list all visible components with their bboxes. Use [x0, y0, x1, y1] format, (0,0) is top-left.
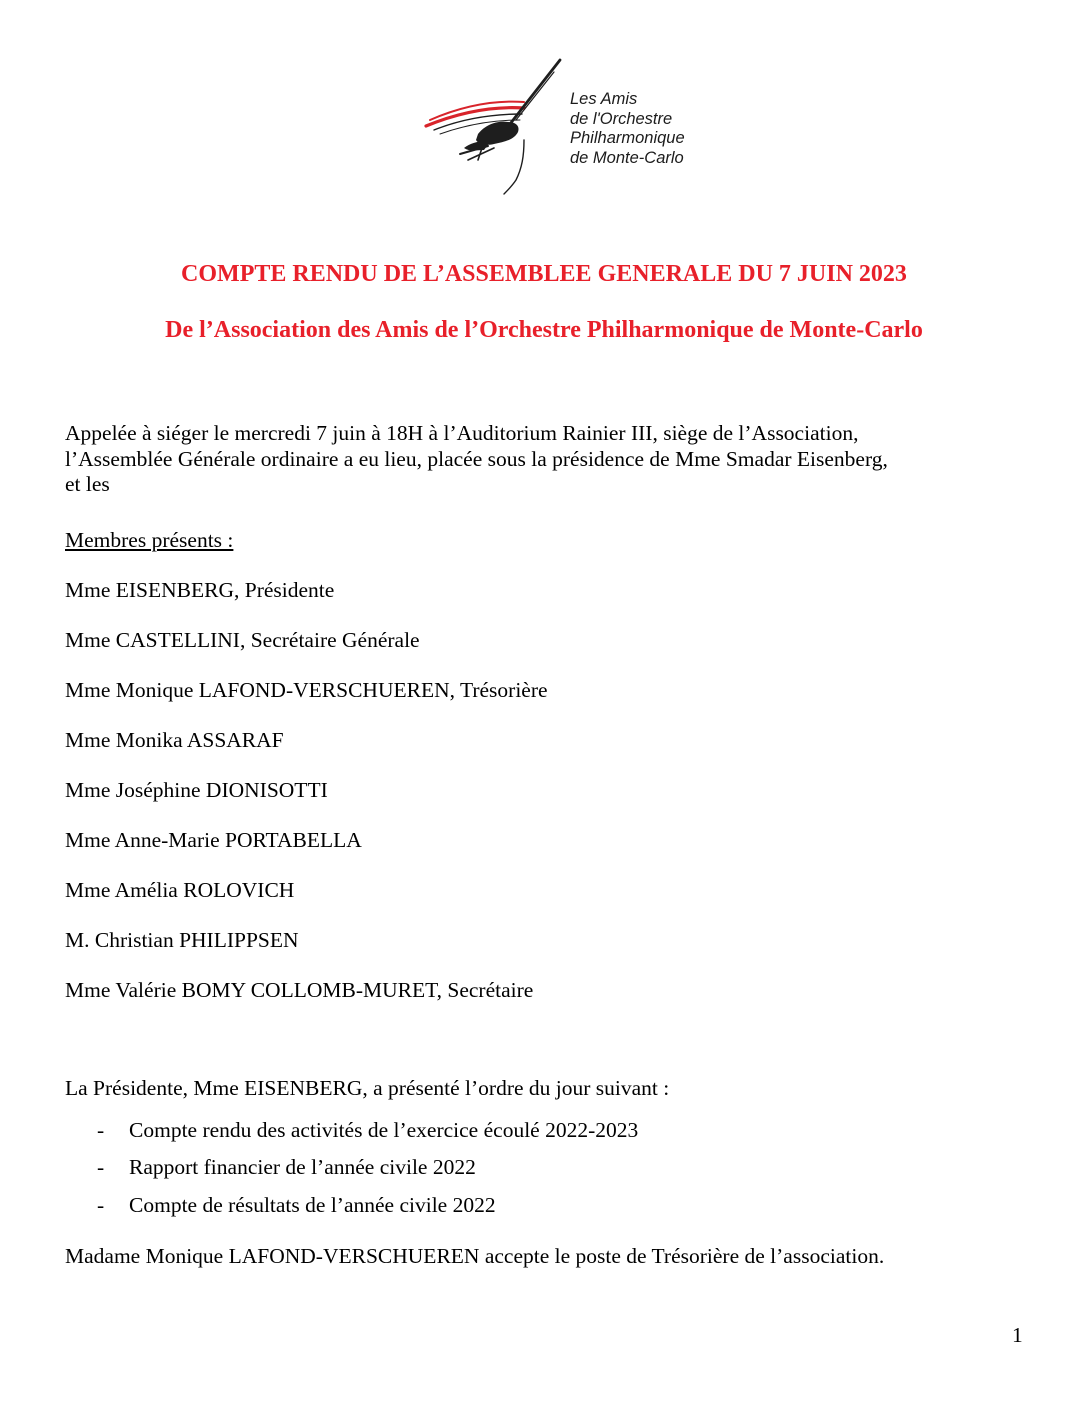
- page-number: 1: [1012, 1323, 1023, 1347]
- intro-line: et les: [65, 472, 110, 496]
- agenda-item-text: Rapport financier de l’année civile 2022: [129, 1155, 476, 1179]
- intro-paragraph: [65, 421, 888, 498]
- agenda-item-text: Compte rendu des activités de l’exercice écoulé 2022-2023: [129, 1118, 639, 1142]
- member-item: Mme Amélia ROLOVICH: [65, 878, 295, 902]
- intro-line: Appelée à siéger le mercredi 7 juin à 18H à l’Auditorium Rainier III, siège de l’Association,: [65, 421, 859, 445]
- member-item: Mme Anne-Marie PORTABELLA: [65, 828, 362, 852]
- agenda-item: [97, 1193, 496, 1219]
- document-subtitle: De l’Association des Amis de l’Orchestre Philharmonique de Monte-Carlo: [165, 317, 923, 343]
- logo-line: de l'Orchestre: [570, 109, 673, 128]
- agenda-intro: La Présidente, Mme EISENBERG, a présenté l’ordre du jour suivant :: [65, 1076, 670, 1100]
- closing-paragraph: Madame Monique LAFOND-VERSCHUEREN accepte le poste de Trésorière de l’association.: [65, 1244, 885, 1268]
- document-title: COMPTE RENDU DE L’ASSEMBLEE GENERALE DU 7 JUIN 2023: [181, 261, 907, 287]
- logo-line: Philharmonique: [570, 129, 685, 147]
- logo-line: Les Amis: [570, 90, 638, 108]
- agenda-bullet: -: [97, 1193, 105, 1217]
- member-item: Mme CASTELLINI, Secrétaire Générale: [65, 628, 420, 652]
- logo-line: de Monte-Carlo: [570, 148, 684, 167]
- agenda-bullet: -: [97, 1118, 105, 1142]
- member-item: Mme Monique LAFOND-VERSCHUEREN, Trésorière: [65, 678, 548, 702]
- agenda-item: [97, 1155, 476, 1181]
- intro-line: l’Assemblée Générale ordinaire a eu lieu, placée sous la présidence de Mme Smadar Eisenberg,: [65, 446, 888, 471]
- agenda-bullet: -: [97, 1155, 105, 1179]
- member-item: Mme Valérie BOMY COLLOMB-MURET, Secrétaire: [65, 978, 534, 1002]
- member-item: M. Christian PHILIPPSEN: [65, 928, 299, 952]
- member-item: Mme Monika ASSARAF: [65, 728, 284, 752]
- agenda-item-text: Compte de résultats de l’année civile 2022: [129, 1193, 496, 1217]
- members-heading: Membres présents :: [65, 528, 234, 552]
- association-logo: [420, 56, 685, 196]
- member-item: Mme Joséphine DIONISOTTI: [65, 778, 328, 802]
- member-item: Mme EISENBERG, Présidente: [65, 578, 335, 602]
- agenda-item: [97, 1118, 638, 1144]
- logo-text: [570, 90, 685, 168]
